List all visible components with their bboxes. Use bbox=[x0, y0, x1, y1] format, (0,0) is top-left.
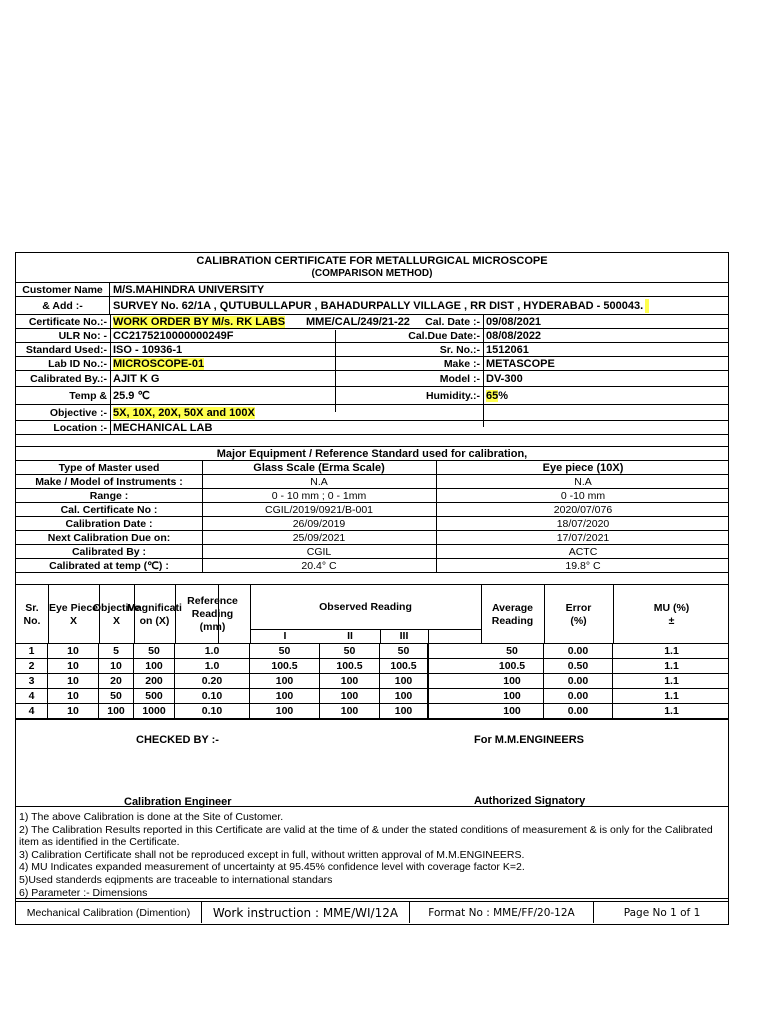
equipment-label: Calibrated By : bbox=[71, 545, 147, 558]
cell-magnification: 200 bbox=[134, 674, 175, 688]
readings-row bbox=[16, 674, 728, 689]
notes bbox=[16, 809, 728, 899]
header-mu-line: ± bbox=[668, 614, 675, 627]
cell-eye-piece: 10 bbox=[48, 689, 99, 703]
cell-reading-iii: 50 bbox=[380, 644, 428, 658]
ulr-label: ULR No: - bbox=[58, 329, 107, 342]
header-eye-piece bbox=[48, 585, 99, 644]
equipment-row bbox=[16, 503, 728, 517]
footer-dept: Mechanical Calibration (Dimention) bbox=[16, 902, 202, 923]
equipment-eye-piece: ACTC bbox=[568, 545, 598, 558]
cell-eye-piece: 10 bbox=[48, 644, 99, 658]
ulr-no: CC2175210000000249F bbox=[113, 329, 234, 342]
sr-no-label: Sr. No.:- bbox=[439, 343, 480, 356]
readings-table bbox=[16, 585, 728, 719]
note-5: 5)Used standerds eqipments are traceable to international standars bbox=[19, 873, 333, 886]
cell-error: 0.00 bbox=[544, 644, 613, 658]
cell-mu: 1.1 bbox=[664, 690, 679, 702]
objectives: 5X, 10X, 20X, 50X and 100X bbox=[113, 406, 255, 419]
equipment-label: Calibration Date : bbox=[65, 517, 153, 530]
customer-name-row bbox=[16, 283, 728, 297]
location-row bbox=[16, 421, 728, 435]
header-magnification bbox=[127, 585, 182, 644]
cell-reading-i: 100 bbox=[250, 704, 320, 718]
cell-error: 0.00 bbox=[544, 689, 613, 703]
equipment-label: Make / Model of Instruments : bbox=[35, 475, 183, 488]
equipment-heading: Major Equipment / Reference Standard used for calibration, bbox=[216, 447, 528, 460]
cell-sr-no: 4 bbox=[16, 689, 48, 703]
cell-mu: 1.1 bbox=[664, 645, 679, 657]
cell-magnification: 1000 bbox=[134, 704, 175, 718]
equipment-row bbox=[16, 559, 728, 573]
spacer-row bbox=[16, 435, 728, 447]
cell-reading-i: 100 bbox=[250, 674, 320, 688]
certificate-title: CALIBRATION CERTIFICATE FOR METALLURGICAL MICROSCOPE bbox=[196, 255, 548, 267]
for-company: For M.M.ENGINEERS bbox=[474, 734, 585, 746]
cell-reading-iii: 100 bbox=[380, 674, 428, 688]
cell-average: 100 bbox=[481, 704, 544, 718]
readings-row bbox=[16, 644, 728, 659]
header-magnification-line: Magnificati bbox=[127, 601, 182, 614]
due-date-label: Cal.Due Date:- bbox=[408, 329, 480, 342]
temp-label: Temp & bbox=[69, 389, 107, 402]
cell-mu: 1.1 bbox=[664, 705, 679, 717]
sr-no: 1512061 bbox=[486, 343, 529, 356]
equipment-label: Type of Master used bbox=[58, 461, 160, 474]
cert-no-label: Certificate No.:- bbox=[28, 315, 107, 328]
header-observed: Observed Reading bbox=[319, 600, 412, 613]
cell-mu: 1.1 bbox=[664, 660, 679, 672]
header-eye-piece-line: X bbox=[69, 614, 77, 627]
equipment-eye-piece: 19.8° C bbox=[565, 559, 601, 572]
cell-reading-ii: 50 bbox=[320, 644, 380, 658]
cell-reading-i: 100 bbox=[250, 689, 320, 703]
std-used-label: Standard Used:- bbox=[25, 343, 107, 356]
header-reading-iii: III bbox=[399, 630, 409, 642]
header-error-line: Error bbox=[565, 601, 592, 614]
equipment-glass-scale: 0 - 10 mm ; 0 - 1mm bbox=[271, 489, 367, 502]
model: DV-300 bbox=[486, 372, 523, 385]
lab-id-label: Lab ID No.:- bbox=[48, 357, 107, 370]
equipment-eye-piece: N.A bbox=[574, 475, 592, 488]
equipment-glass-scale: 26/09/2019 bbox=[292, 517, 346, 530]
temperature: 25.9 ℃ bbox=[113, 390, 150, 402]
cell-reference: 0.10 bbox=[175, 689, 250, 703]
header-reference-line: Reference bbox=[187, 595, 238, 607]
authorized-signatory: Authorized Signatory bbox=[474, 795, 586, 807]
checked-by: CHECKED BY :- bbox=[136, 734, 219, 746]
customer-address: SURVEY No. 62/1A , QUTUBULLAPUR , BAHADURPALLY VILLAGE , RR DIST , HYDERABAD - 500043. bbox=[110, 297, 730, 314]
footer-format-no: Format No : MME/FF/20-12A bbox=[410, 902, 594, 923]
header-eye-piece-line: Eye Piece bbox=[48, 601, 99, 614]
cell-sr-no: 3 bbox=[16, 674, 48, 688]
due-date: 08/08/2022 bbox=[486, 329, 542, 342]
cell-reference: 1.0 bbox=[175, 644, 250, 658]
lab-id: MICROSCOPE-01 bbox=[113, 357, 205, 370]
header-sr-no-line: Sr. bbox=[25, 601, 39, 614]
equipment-row bbox=[16, 461, 728, 475]
note-1: 1) The above Calibration is done at the Site of Customer. bbox=[19, 811, 284, 823]
cell-eye-piece: 10 bbox=[48, 659, 99, 673]
customer-add-label: & Add :- bbox=[16, 297, 110, 314]
header-average: Average Reading bbox=[491, 601, 534, 627]
equipment-eye-piece: Eye piece (10X) bbox=[542, 461, 624, 474]
cell-reading-iii: 100 bbox=[380, 704, 428, 718]
footer bbox=[16, 901, 728, 923]
equipment-label: Range : bbox=[89, 489, 129, 502]
cell-reading-ii: 100 bbox=[320, 689, 380, 703]
equipment-eye-piece: 0 -10 mm bbox=[560, 489, 606, 502]
cell-sr-no: 1 bbox=[16, 644, 48, 658]
header-mu-line: MU (%) bbox=[653, 601, 690, 614]
certificate-fields bbox=[16, 315, 728, 427]
equipment-glass-scale: Glass Scale (Erma Scale) bbox=[253, 461, 385, 474]
equipment-eye-piece: 2020/07/076 bbox=[553, 503, 613, 516]
cell-average: 100 bbox=[481, 689, 544, 703]
equipment-label: Next Calibration Due on: bbox=[47, 531, 171, 544]
cell-magnification: 50 bbox=[134, 644, 175, 658]
equipment-glass-scale: 20.4° C bbox=[301, 559, 337, 572]
header-reading-i: I bbox=[283, 630, 287, 642]
cell-error: 0.00 bbox=[544, 704, 613, 718]
cell-error: 0.00 bbox=[544, 674, 613, 688]
cell-error: 0.50 bbox=[544, 659, 613, 673]
std-used: ISO - 10936-1 bbox=[113, 343, 183, 356]
location: MECHANICAL LAB bbox=[113, 421, 213, 434]
header-reference-line: Reading bbox=[191, 608, 234, 620]
equipment-table bbox=[16, 461, 728, 573]
equipment-glass-scale: 25/09/2021 bbox=[292, 531, 346, 544]
cell-objective: 50 bbox=[99, 689, 134, 703]
equipment-label: Calibrated at temp (℃) : bbox=[49, 559, 169, 572]
note-3: 3) Calibration Certificate shall not be reproduced except in full, without written approval of M.M.ENGINEERS. bbox=[19, 848, 525, 861]
header-sr-no bbox=[16, 585, 48, 644]
header-magnification-line: on (X) bbox=[139, 614, 170, 627]
customer-address-row bbox=[16, 297, 728, 315]
calibrated-by: AJIT K G bbox=[113, 372, 160, 385]
cell-reading-i: 50 bbox=[250, 644, 320, 658]
cell-reading-ii: 100 bbox=[320, 704, 380, 718]
cell-sr-no: 4 bbox=[16, 704, 48, 718]
equipment-glass-scale: CGIL/2019/0921/B-001 bbox=[265, 503, 373, 516]
spacer-row-2 bbox=[16, 573, 728, 585]
certificate-subtitle: (COMPARISON METHOD) bbox=[311, 268, 433, 279]
cell-reading-i: 100.5 bbox=[250, 659, 320, 673]
equipment-glass-scale: N.A bbox=[310, 475, 328, 488]
cell-average: 100 bbox=[481, 674, 544, 688]
cell-reading-ii: 100.5 bbox=[320, 659, 380, 673]
header-objective-line: Objective bbox=[92, 601, 141, 614]
cal-date-label: Cal. Date :- bbox=[425, 315, 480, 328]
cell-average: 50 bbox=[481, 644, 544, 658]
header-mu bbox=[613, 585, 730, 644]
note-4: 4) MU Indicates expanded measurement of uncertainty at 95.45% confidence level with coverage factor K=2. bbox=[19, 861, 525, 874]
cell-sr-no: 2 bbox=[16, 659, 48, 673]
cell-objective: 100 bbox=[99, 704, 134, 718]
signature-block bbox=[16, 719, 728, 807]
cell-reference: 0.10 bbox=[175, 704, 250, 718]
cert-ref: MME/CAL/249/21-22 bbox=[306, 315, 410, 328]
header-reference bbox=[175, 585, 250, 644]
customer-name: M/S.MAHINDRA UNIVERSITY bbox=[113, 283, 265, 296]
equipment-row bbox=[16, 489, 728, 503]
readings-header bbox=[16, 585, 728, 644]
footer-page: Page No 1 of 1 bbox=[623, 906, 701, 919]
note-2: 2) The Calibration Results reported in this Certificate are valid at the time of & under the stated conditions of measurement & is only for the Calibrated bbox=[19, 823, 713, 836]
humidity-label: Humidity.:- bbox=[425, 389, 480, 402]
equipment-eye-piece: 17/07/2021 bbox=[556, 531, 610, 544]
calibrated-by-label: Calibrated By.:- bbox=[30, 372, 107, 385]
header-reference-line: (mm) bbox=[199, 621, 226, 633]
cell-objective: 20 bbox=[99, 674, 134, 688]
equipment-eye-piece: 18/07/2020 bbox=[556, 517, 610, 530]
humidity: 65 % bbox=[486, 389, 509, 402]
cell-magnification: 100 bbox=[134, 659, 175, 673]
cell-eye-piece: 10 bbox=[48, 674, 99, 688]
model-label: Model :- bbox=[439, 372, 480, 385]
cell-reading-ii: 100 bbox=[320, 674, 380, 688]
cell-mu: 1.1 bbox=[664, 675, 679, 687]
readings-row bbox=[16, 659, 728, 674]
certificate-header bbox=[16, 253, 728, 283]
header-error-line: (%) bbox=[570, 614, 587, 627]
calibration-engineer: Calibration Engineer bbox=[124, 796, 232, 808]
make: METASCOPE bbox=[486, 357, 555, 370]
cell-average: 100.5 bbox=[481, 659, 544, 673]
footer-work-instruction: Work instruction : MME/WI/12A bbox=[202, 902, 410, 923]
equipment-label: Cal. Certificate No : bbox=[60, 503, 158, 516]
equipment-glass-scale: CGIL bbox=[306, 545, 332, 558]
note-6: 6) Parameter :- Dimensions bbox=[19, 886, 148, 899]
cell-eye-piece: 10 bbox=[48, 704, 99, 718]
cell-objective: 5 bbox=[99, 644, 134, 658]
cell-objective: 10 bbox=[99, 659, 134, 673]
calibration-certificate bbox=[15, 252, 729, 925]
cert-no: WORK ORDER BY M/s. RK LABS bbox=[113, 315, 286, 328]
cell-reference: 1.0 bbox=[175, 659, 250, 673]
cell-reading-iii: 100.5 bbox=[380, 659, 428, 673]
header-sr-no-line: No. bbox=[23, 614, 41, 627]
note-2-cont: item as identified in the Certificate. bbox=[19, 836, 180, 849]
equipment-row bbox=[16, 531, 728, 545]
location-label: Location :- bbox=[53, 421, 107, 434]
cell-magnification: 500 bbox=[134, 689, 175, 703]
equipment-row bbox=[16, 545, 728, 559]
objective-label: Objective :- bbox=[49, 406, 107, 419]
header-objective-line: X bbox=[112, 614, 120, 627]
readings-row bbox=[16, 689, 728, 704]
header-objective bbox=[92, 585, 141, 644]
equipment-heading-row bbox=[16, 447, 728, 461]
cal-date: 09/08/2021 bbox=[486, 315, 542, 328]
equipment-row bbox=[16, 517, 728, 531]
cell-reference: 0.20 bbox=[175, 674, 250, 688]
cell-reading-iii: 100 bbox=[380, 689, 428, 703]
header-reading-ii: II bbox=[347, 630, 353, 642]
equipment-row bbox=[16, 475, 728, 489]
header-error bbox=[544, 585, 613, 644]
make-label: Make :- bbox=[443, 357, 480, 370]
customer-name-label: Customer Name bbox=[16, 283, 110, 296]
readings-row bbox=[16, 704, 728, 719]
